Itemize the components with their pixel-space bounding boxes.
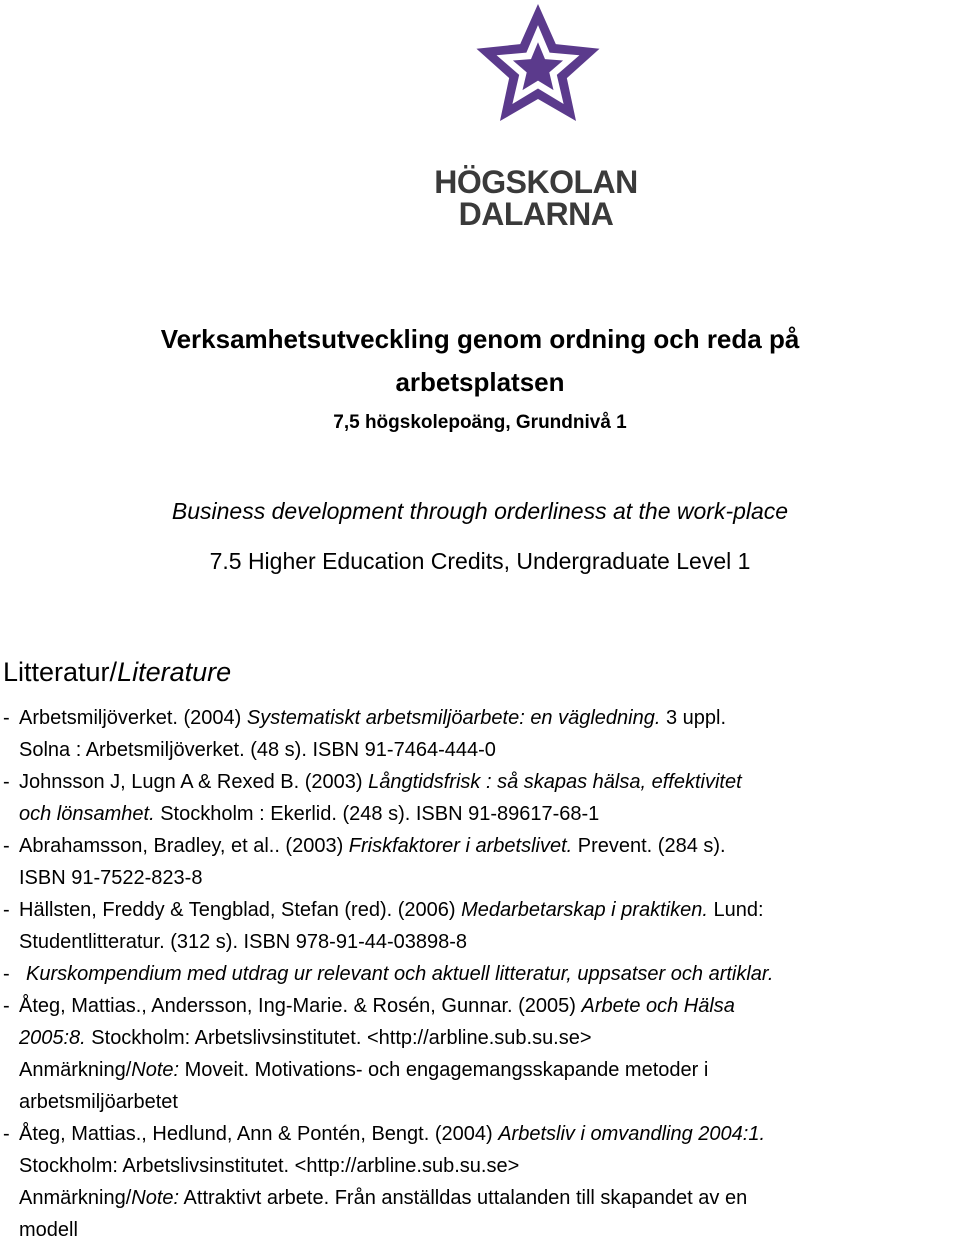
list-dash: - bbox=[3, 707, 10, 729]
note-text: modell bbox=[19, 1219, 78, 1241]
ref-title: Kurskompendium med utdrag ur relevant och aktuell litteratur, uppsatser och artiklar. bbox=[26, 963, 774, 985]
ref-details: Solna : Arbetsmiljöverket. (48 s). ISBN 91-7464-444-0 bbox=[19, 739, 496, 761]
reference-item bbox=[3, 894, 960, 958]
note-text: Moveit. Motivations- och engagemangsskapande metoder i bbox=[179, 1059, 709, 1081]
ref-details: Stockholm: Arbetslivsinstitutet. <http://arbline.sub.su.se> bbox=[85, 1027, 592, 1049]
ref-title: Systematiskt arbetsmiljöarbete: en vägledning. bbox=[246, 707, 661, 729]
ref-title: Arbete och Hälsa bbox=[581, 995, 735, 1017]
ref-details: ISBN 91-7522-823-8 bbox=[19, 867, 203, 889]
note-label: Anmärkning/ bbox=[19, 1059, 132, 1081]
reference-item bbox=[3, 702, 960, 766]
literature-heading bbox=[3, 657, 231, 688]
title-line-2: arbetsplatsen bbox=[395, 367, 565, 397]
heading-swedish: Litteratur/ bbox=[3, 657, 118, 687]
university-logo bbox=[430, 0, 642, 236]
note-label: Anmärkning/ bbox=[19, 1187, 132, 1209]
course-credits-swedish: 7,5 högskolepoäng, Grundnivå 1 bbox=[333, 412, 627, 433]
ref-details: Studentlitteratur. (312 s). ISBN 978-91-44-03898-8 bbox=[19, 931, 468, 953]
ref-title: 2005:8. bbox=[19, 1027, 86, 1049]
ref-author: Hällsten, Freddy & Tengblad, Stefan (red). (2006) bbox=[19, 899, 462, 921]
list-dash: - bbox=[3, 995, 10, 1017]
logo-text-line2: DALARNA bbox=[458, 196, 614, 232]
list-dash: - bbox=[3, 1123, 10, 1145]
title-line-1: Verksamhetsutveckling genom ordning och reda på bbox=[160, 324, 800, 354]
ref-details: 3 uppl. bbox=[660, 707, 727, 729]
list-dash: - bbox=[3, 963, 10, 985]
ref-author: Abrahamsson, Bradley, et al.. (2003) bbox=[19, 835, 349, 857]
ref-details: Lund: bbox=[707, 899, 764, 921]
note-label-english: Note: bbox=[131, 1059, 180, 1081]
ref-author: Johnsson J, Lugn A & Rexed B. (2003) bbox=[19, 771, 369, 793]
list-dash: - bbox=[3, 899, 10, 921]
ref-details: Stockholm : Ekerlid. (248 s). ISBN 91-89617-68-1 bbox=[154, 803, 600, 825]
course-credits-english: 7.5 Higher Education Credits, Undergraduate Level 1 bbox=[209, 548, 751, 574]
star-flower-icon bbox=[472, 2, 604, 142]
ref-author: Åteg, Mattias., Hedlund, Ann & Pontén, Bengt. (2004) bbox=[19, 1123, 499, 1145]
reference-item bbox=[3, 766, 960, 830]
ref-title: Arbetsliv i omvandling 2004:1. bbox=[498, 1123, 766, 1145]
ref-details: Stockholm: Arbetslivsinstitutet. <http://arbline.sub.su.se> bbox=[19, 1155, 520, 1177]
reference-item bbox=[3, 958, 960, 990]
ref-title: Långtidsfrisk : så skapas hälsa, effektivitet bbox=[368, 771, 742, 793]
course-title-english: Business development through orderliness at the work-place bbox=[171, 498, 789, 524]
logo-text-line1: HÖGSKOLAN bbox=[434, 164, 638, 200]
ref-author: Åteg, Mattias., Andersson, Ing-Marie. & Rosén, Gunnar. (2005) bbox=[19, 995, 582, 1017]
ref-title: Friskfaktorer i arbetslivet. bbox=[348, 835, 573, 857]
list-dash: - bbox=[3, 835, 10, 857]
list-dash: - bbox=[3, 771, 10, 793]
ref-details: Prevent. (284 s). bbox=[572, 835, 726, 857]
note-text: Attraktivt arbete. Från anställdas uttalanden till skapandet av en bbox=[179, 1187, 748, 1209]
reference-item bbox=[3, 1118, 960, 1246]
note-label-english: Note: bbox=[131, 1187, 180, 1209]
course-title-swedish bbox=[0, 318, 960, 404]
reference-item bbox=[3, 830, 960, 894]
note-text: arbetsmiljöarbetet bbox=[19, 1091, 178, 1113]
ref-title: Medarbetarskap i praktiken. bbox=[461, 899, 708, 921]
reference-list bbox=[3, 702, 960, 1246]
reference-item bbox=[3, 990, 960, 1118]
ref-title: och lönsamhet. bbox=[19, 803, 155, 825]
ref-author: Arbetsmiljöverket. (2004) bbox=[19, 707, 247, 729]
heading-english: Literature bbox=[117, 657, 232, 687]
